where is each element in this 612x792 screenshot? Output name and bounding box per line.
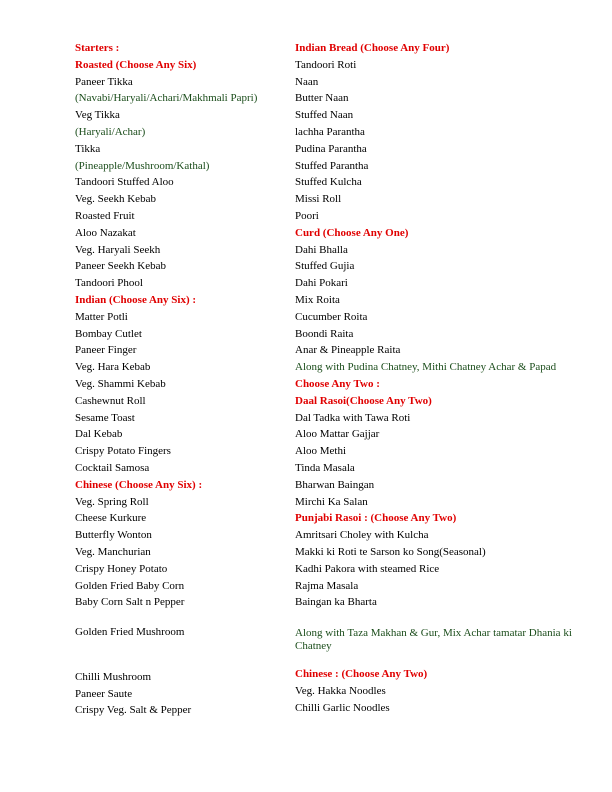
menu-item-bombay-cutlet: Bombay Cutlet [75, 327, 142, 340]
spacer [75, 611, 280, 624]
section-heading-indian-choose-any-six: Indian (Choose Any Six) : [75, 293, 197, 306]
menu-item-golden-fried-baby-corn: Golden Fried Baby Corn [75, 579, 185, 592]
spacer [295, 653, 600, 666]
menu-item-veg-haryali-seekh: Veg. Haryali Seekh [75, 243, 161, 256]
menu-item-missi-roll: Missi Roll [295, 193, 342, 206]
section-heading-punjabi-rasoi-choose-any-two: Punjabi Rasoi : (Choose Any Two) [295, 512, 457, 525]
left-menu-column [75, 40, 280, 719]
section-heading-indian-bread-choose-any-four: Indian Bread (Choose Any Four) [295, 42, 450, 54]
right-menu-column [295, 40, 600, 716]
menu-item-stuffed-kulcha: Stuffed Kulcha [295, 176, 362, 189]
menu-item-bharwan-baingan: Bharwan Baingan [295, 478, 375, 491]
menu-note-pineapple-mushroom-kathal: (Pineapple/Mushroom/Kathal) [75, 159, 210, 172]
spacer [295, 611, 600, 624]
menu-item-veg-hara-kebab: Veg. Hara Kebab [75, 361, 151, 374]
section-heading-chinese-choose-any-six: Chinese (Choose Any Six) : [75, 478, 203, 491]
menu-item-veg-manchurian: Veg. Manchurian [75, 545, 151, 558]
menu-item-tinda-masala: Tinda Masala [295, 461, 355, 474]
menu-item-matter-potli: Matter Potli [75, 310, 128, 323]
menu-item-stuffed-naan: Stuffed Naan [295, 109, 354, 122]
menu-item-stuffed-gujia: Stuffed Gujia [295, 260, 355, 273]
menu-item-paneer-seekh-kebab: Paneer Seekh Kebab [75, 260, 167, 273]
menu-item-tandoori-roti: Tandoori Roti [295, 58, 357, 71]
menu-item-lachha-parantha: lachha Parantha [295, 125, 365, 138]
menu-item-cashewnut-roll: Cashewnut Roll [75, 394, 146, 407]
menu-item-cheese-kurkure: Cheese Kurkure [75, 512, 147, 525]
menu-item-stuffed-parantha: Stuffed Parantha [295, 159, 369, 172]
menu-item-kadhi-pakora-with-steamed-rice: Kadhi Pakora with steamed Rice [295, 562, 440, 575]
menu-note-along-with-pudina-chatney-mithi-chatney-: Along with Pudina Chatney, Mithi Chatney Achar & Papad [295, 361, 557, 374]
menu-item-cucumber-roita: Cucumber Roita [295, 310, 368, 323]
menu-item-aloo-methi: Aloo Methi [295, 445, 347, 458]
section-heading-daal-rasoi-choose-any-two: Daal Rasoi(Choose Any Two) [295, 394, 432, 407]
menu-item-golden-fried-mushroom: Golden Fried Mushroom [75, 626, 185, 639]
menu-item-crispy-honey-potato: Crispy Honey Potato [75, 562, 168, 575]
menu-item-crispy-veg-salt-pepper: Crispy Veg. Salt & Pepper [75, 704, 192, 717]
menu-item-tandoori-phool: Tandoori Phool [75, 277, 143, 290]
menu-item-dal-kebab: Dal Kebab [75, 428, 123, 441]
menu-note-along-with-taza-makhan-gur-mix-achar-tam: Along with Taza Makhan & Gur, Mix Achar tamatar Dhania ki Chatney [295, 627, 572, 653]
menu-item-dahi-pokari: Dahi Pokari [295, 277, 348, 290]
menu-item-paneer-tikka: Paneer Tikka [75, 75, 133, 88]
menu-item-paneer-finger: Paneer Finger [75, 344, 137, 357]
menu-item-aloo-nazakat: Aloo Nazakat [75, 226, 136, 239]
menu-item-rajma-masala: Rajma Masala [295, 579, 359, 592]
menu-item-dahi-bhalla: Dahi Bhalla [295, 243, 348, 256]
menu-item-cocktail-samosa: Cocktail Samosa [75, 461, 150, 474]
menu-item-tikka: Tikka [75, 142, 101, 155]
menu-item-sesame-toast: Sesame Toast [75, 411, 135, 424]
menu-item-mix-roita: Mix Roita [295, 293, 340, 306]
menu-item-veg-tikka: Veg Tikka [75, 109, 120, 122]
menu-item-chilli-mushroom: Chilli Mushroom [75, 670, 152, 683]
menu-item-crispy-potato-fingers: Crispy Potato Fingers [75, 445, 171, 458]
menu-item-aloo-mattar-gajjar: Aloo Mattar Gajjar [295, 428, 380, 441]
menu-item-tandoori-stuffed-aloo: Tandoori Stuffed Aloo [75, 176, 174, 189]
menu-item-naan: Naan [295, 75, 319, 88]
menu-item-veg-shammi-kebab: Veg. Shammi Kebab [75, 377, 166, 390]
menu-item-pudina-parantha: Pudina Parantha [295, 142, 367, 155]
menu-item-mirchi-ka-salan: Mirchi Ka Salan [295, 495, 368, 508]
menu-item-baby-corn-salt-n-pepper: Baby Corn Salt n Pepper [75, 596, 185, 609]
menu-item-butter-naan: Butter Naan [295, 92, 349, 105]
menu-item-paneer-saute: Paneer Saute [75, 687, 133, 700]
menu-item-roasted-fruit: Roasted Fruit [75, 209, 135, 222]
menu-item-veg-hakka-noodles: Veg. Hakka Noodles [295, 684, 386, 697]
menu-item-amritsari-choley-with-kulcha: Amritsari Choley with Kulcha [295, 529, 429, 542]
spacer [75, 641, 280, 669]
menu-item-baingan-ka-bharta: Baingan ka Bharta [295, 596, 377, 609]
section-heading-choose-any-two: Choose Any Two : [295, 377, 380, 390]
menu-item-makki-ki-roti-te-sarson-ko-song-seasonal: Makki ki Roti te Sarson ko Song(Seasonal) [295, 545, 486, 558]
menu-item-chilli-garlic-noodles: Chilli Garlic Noodles [295, 701, 390, 714]
menu-item-veg-spring-roll: Veg. Spring Roll [75, 495, 149, 508]
menu-item-butterfly-wonton: Butterfly Wonton [75, 529, 152, 542]
menu-item-veg-seekh-kebab: Veg. Seekh Kebab [75, 193, 156, 206]
menu-item-poori: Poori [295, 209, 319, 222]
menu-note-navabi-haryali-achari-makhmali-papri: (Navabi/Haryali/Achari/Makhmali Papri) [75, 92, 258, 105]
section-heading-curd-choose-any-one: Curd (Choose Any One) [295, 226, 409, 239]
menu-item-boondi-raita: Boondi Raita [295, 327, 354, 340]
section-heading-chinese-choose-any-two: Chinese : (Choose Any Two) [295, 668, 428, 681]
section-heading-starters: Starters : [75, 42, 120, 54]
menu-note-haryali-achar: (Haryali/Achar) [75, 125, 146, 138]
section-heading-roasted-choose-any-six: Roasted (Choose Any Six) [75, 58, 197, 71]
menu-item-dal-tadka-with-tawa-roti: Dal Tadka with Tawa Roti [295, 411, 411, 424]
menu-item-anar-pineapple-raita: Anar & Pineapple Raita [295, 344, 401, 357]
